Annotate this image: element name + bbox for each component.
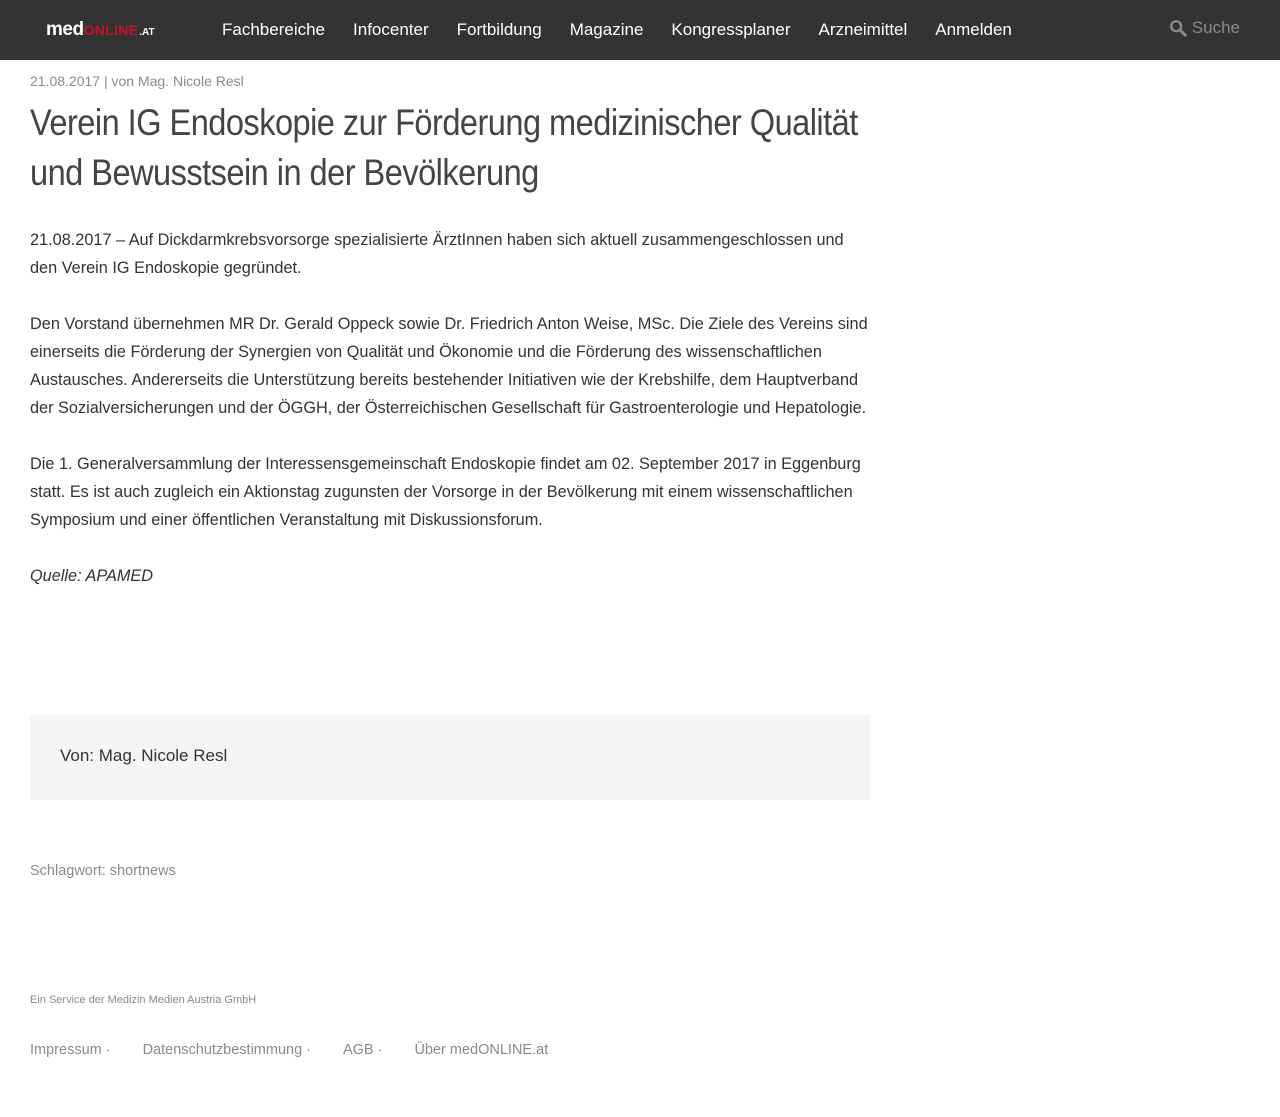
nav-item-magazine[interactable]: Magazine (569, 20, 644, 39)
search-button[interactable] (1169, 18, 1240, 38)
article-meta: 21.08.2017 | von Mag. Nicole Resl (30, 73, 244, 89)
article-paragraph: Den Vorstand übernehmen MR Dr. Gerald Oppeck sowie Dr. Friedrich Anton Weise, MSc. Die Ziele des Vereins sind einerseits die Förderung der Synergien von Qualität und Ökonomie und die Förderung des wissenschaftlichen Austausches. Andererseits die Unterstützung bereits bestehender Initiativen wie der Krebshilfe, dem Hauptverband der Sozialversicherungen und der ÖGGH, der Österreichischen Gesellschaft für Gastroenterologie und Hepatologie. (30, 315, 868, 417)
author-box (30, 715, 870, 800)
author-name: Von: Mag. Nicole Resl (60, 746, 228, 765)
footer-link-agb[interactable]: AGB (342, 1042, 374, 1058)
footer-separator: · (105, 1042, 111, 1058)
article-title: Verein IG Endoskopie zur Förderung medizinischer Qualität und Bewusstsein in der Bevölkerung (30, 102, 858, 193)
article-source: Quelle: APAMED (30, 567, 154, 585)
article-paragraph: Die 1. Generalversammlung der Interessensgemeinschaft Endoskopie findet am 02. September 2017 in Eggenburg statt. Es ist auch zugleich ein Aktionstag zugunsten der Vorsorge in der Bevölkerung mit einem wissenschaftlichen Symposium und einer öffentlichen Veranstaltung mit Diskussionsforum. (30, 455, 861, 529)
article-paragraph: 21.08.2017 – Auf Dickdarmkrebsvorsorge spezialisierte ÄrztInnen haben sich aktuell zusammengeschlossen und den Verein IG Endoskopie gegründet. (30, 231, 844, 277)
nav-item-arzneimittel[interactable]: Arzneimittel (818, 20, 908, 39)
nav-item-kongressplaner[interactable]: Kongressplaner (671, 20, 791, 39)
footer-service-text: Ein Service der Medizin Medien Austria GmbH (30, 994, 257, 1006)
logo-online: ONLINE (83, 22, 139, 38)
site-logo[interactable] (46, 19, 155, 41)
nav-item-fachbereiche[interactable]: Fachbereiche (222, 20, 326, 39)
footer-separator: · (377, 1042, 383, 1058)
logo-med: med (46, 19, 84, 40)
footer-link-datenschutz[interactable]: Datenschutzbestimmung (142, 1042, 303, 1058)
footer-link-ueber[interactable]: Über medONLINE.at (414, 1042, 549, 1058)
tag-line (30, 863, 176, 879)
top-navigation-bar (0, 0, 1280, 60)
footer-link-impressum[interactable]: Impressum (30, 1042, 102, 1058)
nav-item-fortbildung[interactable]: Fortbildung (456, 20, 542, 39)
main-nav (208, 0, 1026, 60)
article-body (30, 226, 875, 618)
footer-links (30, 1042, 548, 1058)
search-label: Suche (1191, 18, 1240, 37)
footer-separator: · (306, 1042, 311, 1058)
logo-at: .AT (139, 27, 155, 38)
search-icon (1169, 19, 1187, 37)
tag-link-shortnews[interactable]: shortnews (109, 863, 176, 879)
nav-item-infocenter[interactable]: Infocenter (353, 20, 429, 39)
nav-item-anmelden[interactable]: Anmelden (935, 20, 1012, 39)
tag-prefix: Schlagwort: (30, 863, 110, 879)
